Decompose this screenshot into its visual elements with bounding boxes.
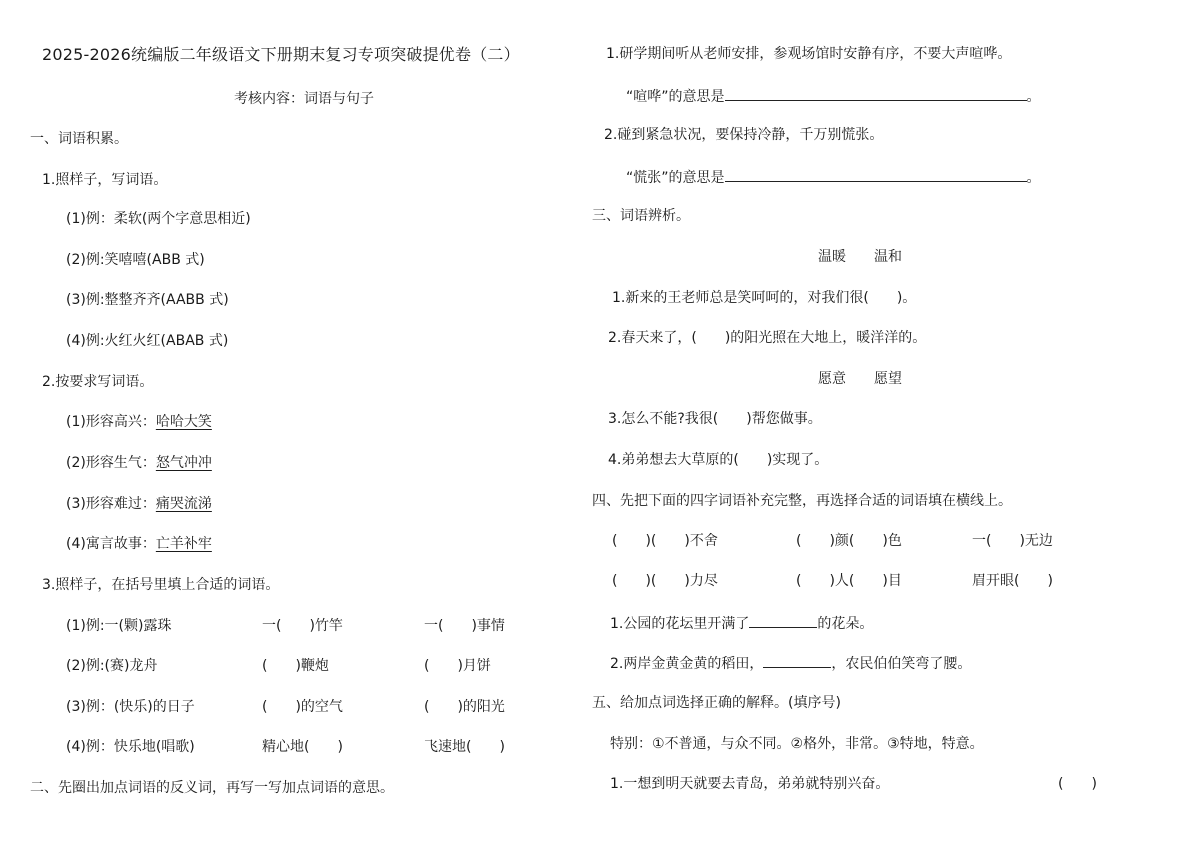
- q1-prompt: 1.照样子，写词语。: [42, 172, 168, 188]
- section2-sentence: 1.研学期间听从老师安排，参观场馆时安静有序，不要大声喧哗。: [606, 46, 1012, 62]
- section2-sentence: 2.碰到紧急状况，要保持冷静，千万别慌张。: [604, 127, 884, 143]
- q2-item-answer: 痛哭流涕: [155, 496, 212, 512]
- word-pair: 愿意 愿望: [818, 371, 902, 387]
- page-subtitle: 考核内容：词语与句子: [234, 91, 374, 107]
- sentence-prefix: 2.两岸金黄金黄的稻田，: [610, 656, 764, 672]
- q3-blank: ( )月饼: [424, 658, 491, 674]
- q2-item-label: (4)寓言故事：: [66, 536, 156, 552]
- idiom-blank: 眉开眼( ): [972, 573, 1053, 589]
- q3-blank: 一( )事情: [424, 618, 505, 634]
- q2-item: [66, 413, 212, 431]
- idiom-blank: ( )颜( )色: [796, 533, 902, 549]
- q2-item-answer: 亡羊补牢: [155, 536, 212, 552]
- section4-item: [610, 653, 971, 673]
- idiom-blank: ( )人( )目: [796, 573, 902, 589]
- section2-heading: 二、先圈出加点词语的反义词，再写一写加点词语的意思。: [30, 780, 394, 796]
- section2-meaning: [626, 167, 1041, 187]
- answer-blank-line[interactable]: [749, 613, 817, 628]
- answer-blank-line[interactable]: [725, 86, 1027, 101]
- q2-item-answer: 怒气冲冲: [155, 455, 212, 471]
- q3-blank: 精心地( ): [262, 739, 343, 755]
- q1-item: (1)例：柔软(两个字意思相近): [66, 211, 251, 227]
- meaning-suffix: 。: [1026, 170, 1041, 186]
- q1-item: (2)例:笑嘻嘻(ABB 式): [66, 252, 205, 268]
- idiom-blank: ( )( )不舍: [612, 533, 718, 549]
- q2-item: [66, 454, 212, 472]
- section3-item: 2.春天来了，( )的阳光照在大地上，暖洋洋的。: [608, 330, 927, 346]
- section5-heading: 五、给加点词选择正确的解释。(填序号): [592, 695, 841, 711]
- sentence-suffix: 的花朵。: [817, 616, 874, 632]
- word-pair: 温暖 温和: [818, 249, 902, 265]
- section3-item: 1.新来的王老师总是笑呵呵的，对我们很( )。: [612, 290, 917, 306]
- page-title: 2025-2026统编版二年级语文下册期末复习专项突破提优卷（二）: [42, 45, 520, 64]
- section3-item: 4.弟弟想去大草原的( )实现了。: [608, 452, 829, 468]
- section1-heading: 一、词语积累。: [30, 131, 128, 147]
- section2-meaning: [626, 86, 1041, 106]
- q2-item-label: (2)形容生气：: [66, 455, 156, 471]
- q3-blank: 飞速地( ): [424, 739, 505, 755]
- q3-blank: ( )的阳光: [424, 699, 505, 715]
- section3-heading: 三、词语辨析。: [592, 208, 690, 224]
- q2-prompt: 2.按要求写词语。: [42, 374, 154, 390]
- answer-blank-line[interactable]: [763, 653, 831, 668]
- q2-item-answer: 哈哈大笑: [155, 414, 212, 430]
- q3-prompt: 3.照样子，在括号里填上合适的词语。: [42, 577, 280, 593]
- idiom-blank: 一( )无边: [972, 533, 1053, 549]
- meaning-prefix: “喧哗”的意思是: [626, 89, 725, 105]
- meaning-prefix: “慌张”的意思是: [626, 170, 725, 186]
- meaning-suffix: 。: [1026, 89, 1041, 105]
- section4-item: [610, 613, 873, 633]
- q2-item-label: (1)形容高兴：: [66, 414, 156, 430]
- q3-example: (3)例：(快乐)的日子: [66, 699, 195, 715]
- q2-item-label: (3)形容难过：: [66, 496, 156, 512]
- section4-heading: 四、先把下面的四字词语补充完整，再选择合适的词语填在横线上。: [592, 493, 1012, 509]
- section3-item: 3.怎么不能?我很( )帮您做事。: [608, 411, 822, 427]
- q3-example: (1)例:一(颗)露珠: [66, 618, 172, 634]
- q3-example: (2)例:(赛)龙舟: [66, 658, 158, 674]
- q2-item: [66, 495, 212, 513]
- answer-bracket[interactable]: ( ): [1058, 776, 1097, 792]
- q3-example: (4)例：快乐地(唱歌): [66, 739, 195, 755]
- q3-blank: ( )的空气: [262, 699, 343, 715]
- q3-blank: 一( )竹竿: [262, 618, 343, 634]
- sentence-suffix: ，农民伯伯笑弯了腰。: [831, 656, 972, 672]
- q2-item: [66, 535, 212, 553]
- definition-text: 特别：①不普通，与众不同。②格外，非常。③特地，特意。: [610, 736, 984, 752]
- idiom-blank: ( )( )力尽: [612, 573, 718, 589]
- q1-item: (3)例:整整齐齐(AABB 式): [66, 292, 229, 308]
- section5-item: 1.一想到明天就要去青岛，弟弟就特别兴奋。: [610, 776, 890, 792]
- sentence-prefix: 1.公园的花坛里开满了: [610, 616, 750, 632]
- answer-blank-line[interactable]: [725, 167, 1027, 182]
- q3-blank: ( )鞭炮: [262, 658, 329, 674]
- q1-item: (4)例:火红火红(ABAB 式): [66, 333, 229, 349]
